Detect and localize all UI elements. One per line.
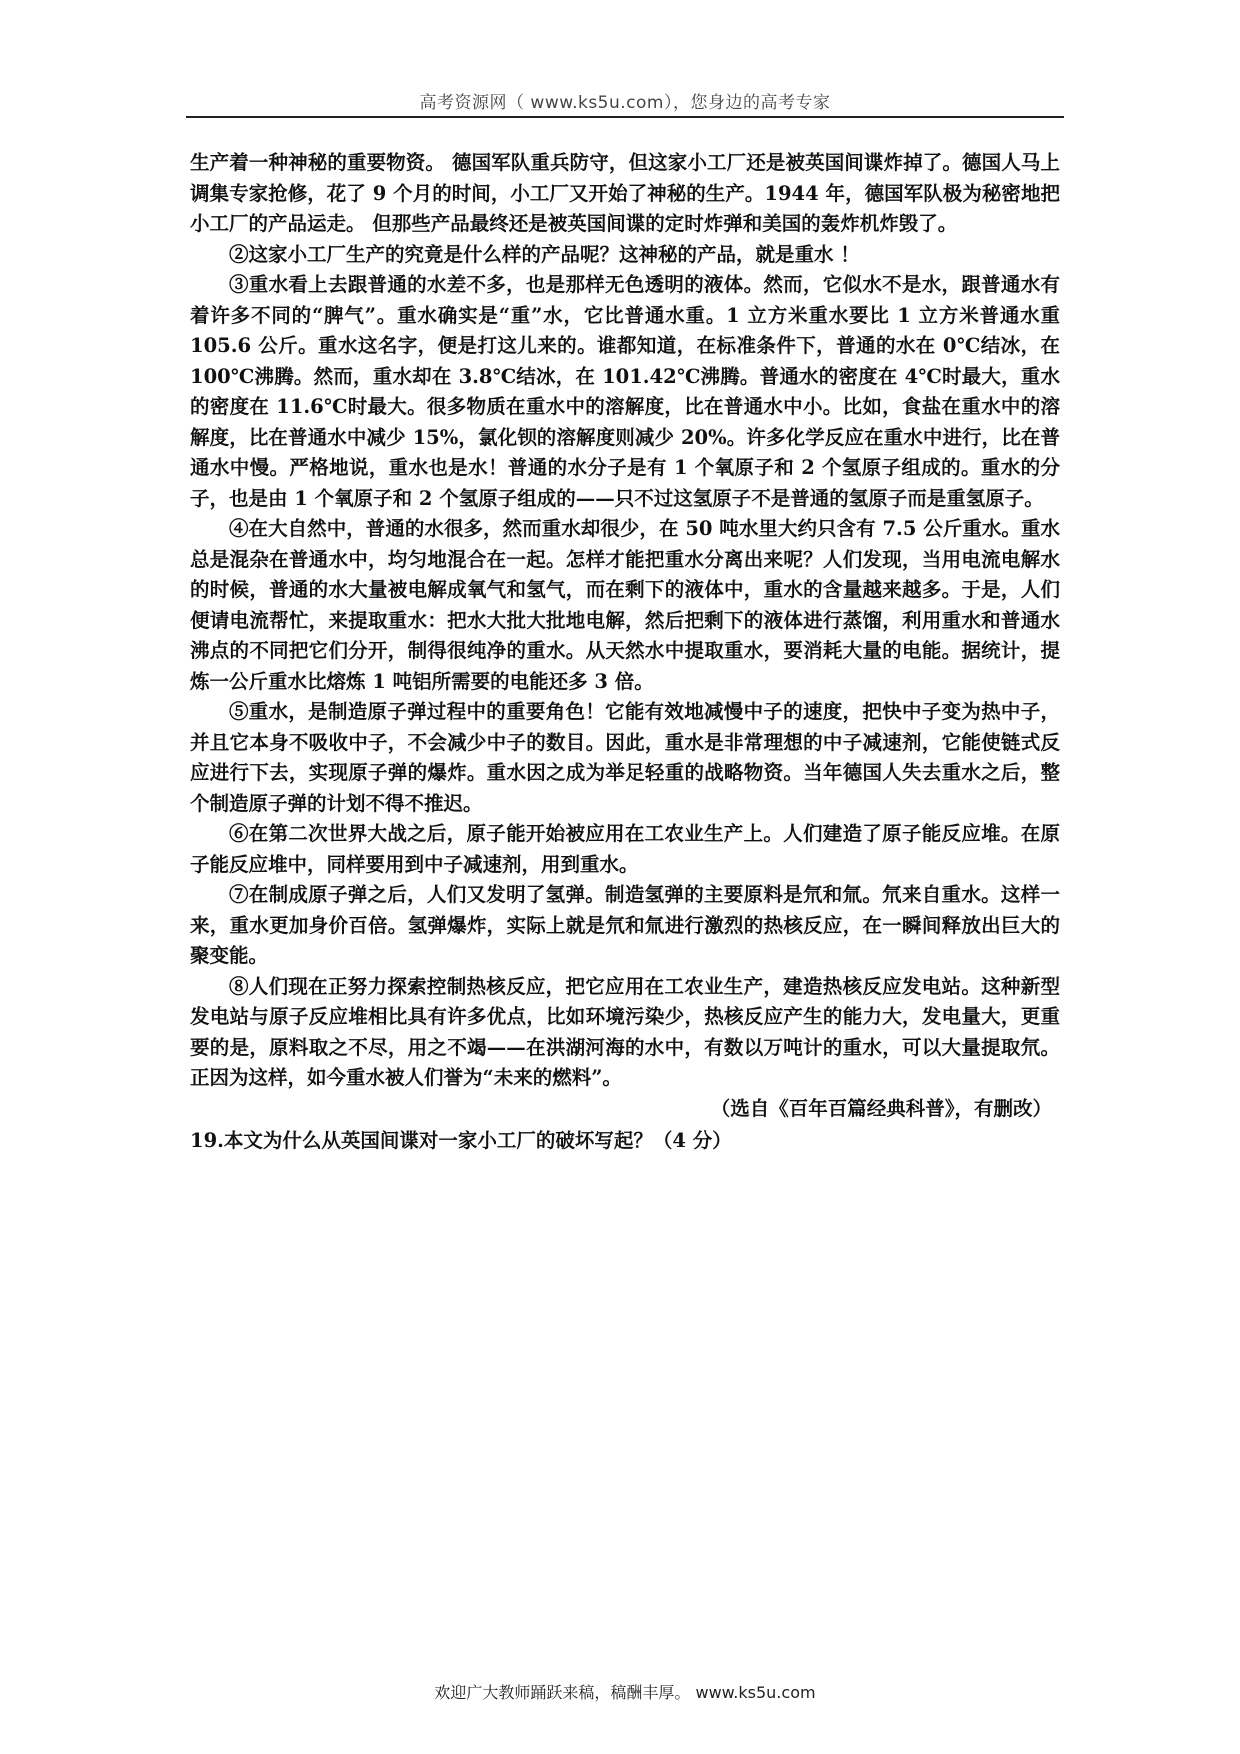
question-19: 19.本文为什么从英国间谍对一家小工厂的破坏写起？（4 分） (190, 1129, 732, 1152)
paragraph-7: ⑦在制成原子弹之后，人们又发明了氢弹。制造氢弹的主要原料是氘和氚。氘来自重水。这样一来，重水更加身价百倍。氢弹爆炸，实际上就是氘和氚进行激烈的热核反应，在一瞬间释放出巨大的聚变能。 (190, 883, 1060, 967)
paragraph-2: ②这家小工厂生产的究竟是什么样的产品呢？这神秘的产品，就是重水 ！ (229, 242, 860, 266)
source-citation: （选自《百年百篇经典科普》，有删改） (710, 1096, 1052, 1120)
paragraph-5: ⑤重水，是制造原子弹过程中的重要角色！它能有效地减慢中子的速度，把快中子变为热中子，并且它本身不吸收中子，不会减少中子的数目。因此，重水是非常理想的中子减速剂，它能使链式反应进行下去，实现原子弹的爆炸。重水因之成为举足轻重的战略物资。当年德国人失去重水之后，整个制造原子弹的计划不得不推迟。 (190, 700, 1060, 815)
article-body (190, 148, 1060, 1157)
paragraph-4: ④在大自然中，普通的水很多，然而重水却很少，在 50 吨水里大约只含有 7.5 公斤重水。重水总是混杂在普通水中，均匀地混合在一起。怎样才能把重水分离出来呢？人们发现，当用电流电解水的时候，普通的水大量被电解成氧气和氢气，而在剩下的液体中，重水的含量越来越多。于是，人们便请电流帮忙，来提取重水：把水大批大批地电解，然后把剩下的液体进行蒸馏，利用重水和普通水沸点的不同把它们分开，制得很纯净的重水。从天然水中提取重水，要消耗大量的电能。据统计，提炼一公斤重水比熔炼 1 吨铝所需要的电能还多 3 倍。 (190, 517, 1060, 693)
header-divider (186, 116, 1064, 118)
page-footer: 欢迎广大教师踊跃来稿，稿酬丰厚。 www.ks5u.com (434, 1683, 816, 1702)
paragraph-8: ⑧人们现在正努力探索控制热核反应，把它应用在工农业生产，建造热核反应发电站。这种新型发电站与原子反应堆相比具有许多优点，比如环境污染少，热核反应产生的能力大，发电量大，更重要的是，原料取之不尽，用之不竭——在洪湖河海的水中，有数以万吨计的重水，可以大量提取氘。正因为这样，如今重水被人们誉为“未来的燃料”。 (190, 974, 1060, 1089)
paragraph-1-continued: 生产着一种神秘的重要物资。 德国军队重兵防守，但这家小工厂还是被英国间谍炸掉了。德国人马上调集专家抢修，花了 9 个月的时间，小工厂又开始了神秘的生产。1944 年，德国军队极为秘密地把小工厂的产品运走。 但那些产品最终还是被英国间谍的定时炸弹和美国的轰炸机炸毁了。 (190, 151, 1060, 235)
page-header: 高考资源网（ www.ks5u.com），您身边的高考专家 (419, 93, 831, 113)
paragraph-6: ⑥在第二次世界大战之后，原子能开始被应用在工农业生产上。人们建造了原子能反应堆。在原子能反应堆中，同样要用到中子减速剂，用到重水。 (190, 822, 1060, 876)
paragraph-3: ③重水看上去跟普通的水差不多，也是那样无色透明的液体。然而，它似水不是水，跟普通水有着许多不同的“脾气”。重水确实是“重”水，它比普通水重。1 立方米重水要比 1 立方米普通水重 105.6 公斤。重水这名字，便是打这儿来的。谁都知道，在标准条件下，普通的水在 0℃结冰，在 100℃沸腾。然而，重水却在 3.8℃结冰，在 101.42℃沸腾。普通水的密度在 4℃时最大，重水的密度在 11.6℃时最大。很多物质在重水中的溶解度，比在普通水中小。比如，食盐在重水中的溶解度，比在普通水中减少 15%，氯化钡的溶解度则减少 20%。许多化学反应在重水中进行，比在普通水中慢。严格地说，重水也是水！普通的水分子是有 1 个氧原子和 2 个氢原子组成的。重水的分子，也是由 1 个氧原子和 2 个氢原子组成的——只不过这氢原子不是普通的氢原子而是重氢原子。 (190, 273, 1060, 510)
